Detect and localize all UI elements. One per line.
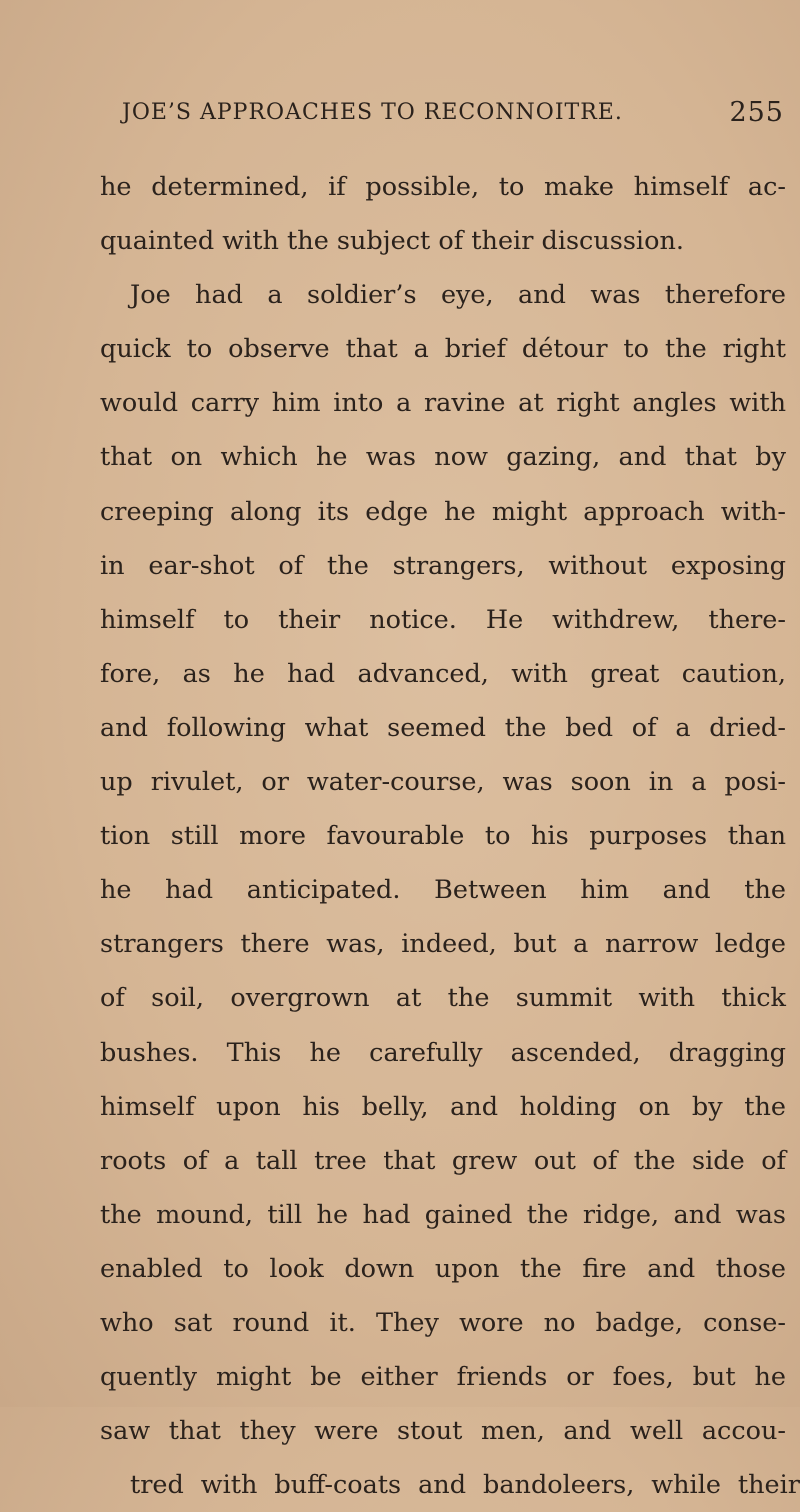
text-line: saw that they were stout men, and well accou-: [100, 1416, 786, 1447]
text-line: tion still more favourable to his purposes than: [100, 821, 786, 852]
text-line: who sat round it. They wore no badge, conse-: [100, 1307, 786, 1338]
text-line: quick to observe that a brief détour to the right: [100, 334, 786, 365]
text-line: of soil, overgrown at the summit with thick: [100, 983, 786, 1014]
text-line: would carry him into a ravine at right angles with: [100, 388, 786, 419]
text-line: up rivulet, or water-course, was soon in a posi-: [100, 767, 786, 798]
page-body-text: [100, 160, 800, 1512]
running-title: JOE’S APPROACHES TO RECONNOITRE.: [122, 100, 623, 125]
text-line: the mound, till he had gained the ridge, and was: [100, 1199, 786, 1230]
text-line: strangers there was, indeed, but a narrow ledge: [100, 929, 786, 960]
text-line: roots of a tall tree that grew out of the side of: [100, 1145, 786, 1176]
text-line: he determined, if possible, to make himself ac-: [100, 172, 786, 202]
text-line: enabled to look down upon the fire and those: [100, 1253, 786, 1284]
text-line: Joe had a soldier’s eye, and was therefore: [130, 280, 786, 311]
text-line: himself to their notice. He withdrew, there-: [100, 604, 786, 635]
text-line: quently might be either friends or foes, but he: [100, 1362, 786, 1393]
text-line: in ear-shot of the strangers, without exposing: [100, 550, 786, 581]
text-line: creeping along its edge he might approach with-: [100, 496, 786, 527]
text-line: that on which he was now gazing, and that by: [100, 442, 786, 473]
text-line: bushes. This he carefully ascended, dragging: [100, 1037, 786, 1068]
text-line: himself upon his belly, and holding on by the: [100, 1091, 786, 1122]
text-line: he had anticipated. Between him and the: [100, 875, 786, 906]
page-number: 255: [729, 97, 784, 128]
text-line: fore, as he had advanced, with great caution,: [100, 658, 786, 689]
running-header: [122, 97, 784, 136]
text-line: tred with buff-coats and bandoleers, while their: [130, 1470, 800, 1501]
text-line: quainted with the subject of their discussion.: [100, 226, 684, 257]
text-line: and following what seemed the bed of a dried-: [100, 712, 786, 743]
